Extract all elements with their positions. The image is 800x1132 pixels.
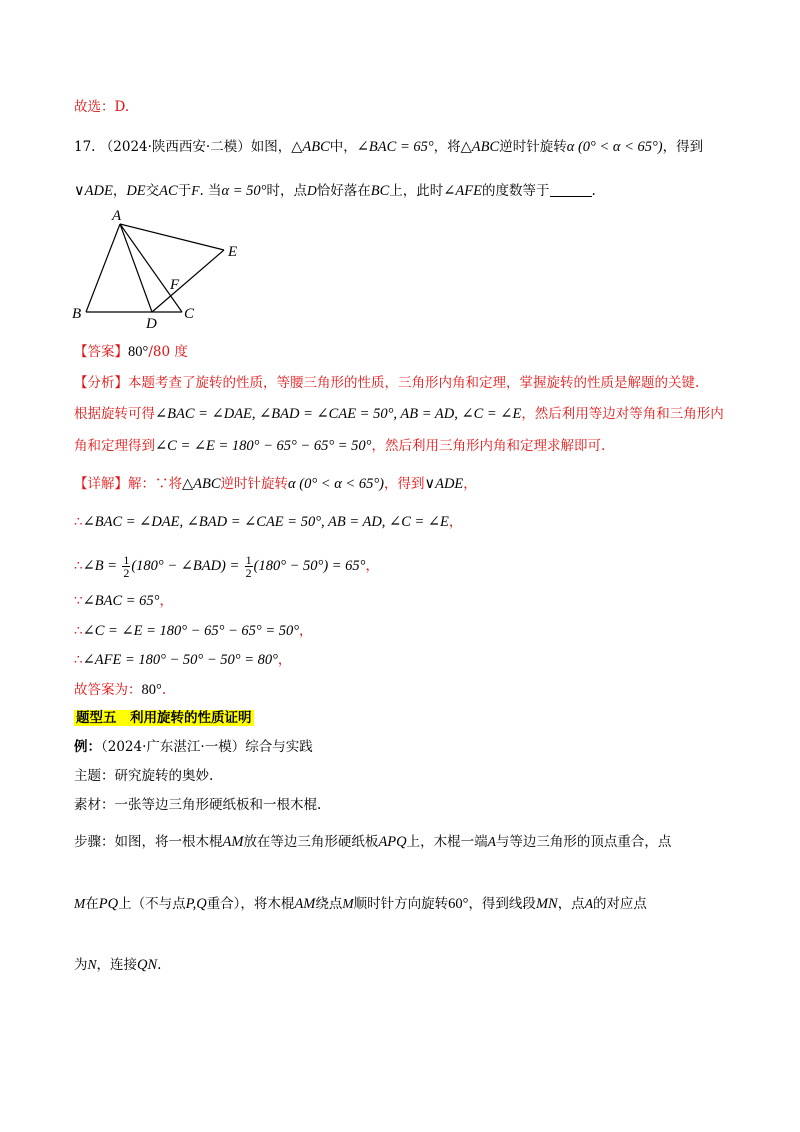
triangle-abc-3: △ABC	[182, 476, 221, 492]
text: 放在等边三角形硬纸板	[243, 834, 379, 850]
text: ，连接	[96, 957, 138, 973]
text: ，	[448, 514, 463, 530]
point-m: M	[74, 896, 86, 911]
text: .	[161, 682, 167, 698]
text: 的对应点	[592, 896, 647, 912]
angle-60: 60°	[448, 896, 469, 912]
text: 恰好落在	[316, 183, 371, 199]
answer-line	[74, 342, 188, 362]
problem-source: （2024·陕西西安·二模）如图，	[99, 139, 292, 155]
text: ，点	[557, 896, 585, 912]
angle-afe: ∠AFE	[443, 183, 482, 199]
example-label: 例：	[74, 739, 101, 755]
detail-final	[74, 680, 166, 700]
fraction-one-half-2	[245, 554, 253, 579]
because-symbol: ∵	[74, 593, 83, 609]
label-d: D	[146, 316, 157, 330]
label-a: A	[112, 208, 122, 224]
denominator: 2	[123, 566, 130, 580]
detail-step-4	[74, 621, 313, 641]
answer-value: 80°	[128, 344, 149, 360]
fraction-one-half	[122, 554, 130, 579]
triangle-abc-2: △ABC	[460, 139, 500, 155]
problem-number: 17.	[74, 139, 96, 155]
example-theme: 主题：研究旋转的奥妙.	[74, 768, 214, 784]
segment-mn: MN	[535, 896, 558, 912]
detail-tag: 【详解】	[74, 476, 128, 492]
answer-tag: 【答案】	[74, 344, 128, 360]
point-a-2: A	[584, 896, 593, 911]
analysis-line-1	[74, 373, 699, 393]
final-value: 80°	[141, 682, 162, 698]
text: 角和定理得到	[74, 438, 155, 454]
text: 与等边三角形的顶点重合，点	[495, 834, 672, 850]
answer-alt: /80 度	[148, 344, 188, 360]
triangle-ade: ∨ADE	[74, 183, 113, 199]
numerator: 1	[245, 553, 252, 567]
formula: ∠B =	[82, 558, 118, 574]
detail-step-5	[74, 650, 291, 670]
section-title: 题型五 利用旋转的性质证明	[76, 710, 252, 726]
point-n: N	[87, 957, 97, 972]
points-p-q: P,Q	[185, 896, 207, 912]
answer-blank	[550, 182, 592, 197]
text: ，	[365, 558, 379, 574]
geometry-figure	[64, 205, 254, 330]
text: 中，	[329, 139, 357, 155]
therefore-symbol: ∴	[74, 558, 83, 574]
text: ，然后利用等边对等角和三角形内	[521, 406, 724, 422]
point-a: A	[487, 834, 496, 849]
therefore-symbol: ∴	[74, 623, 83, 639]
example-material: 素材：一张等边三角形硬纸板和一根木棍.	[74, 797, 322, 813]
text: 上（不与点	[118, 896, 186, 912]
text: ，然后利用三角形内角和定理求解即可.	[371, 438, 606, 454]
text: 重合），将木棍	[206, 896, 295, 912]
text: 交	[145, 183, 160, 199]
text: ，	[463, 476, 477, 492]
text: ，得到	[662, 139, 704, 155]
formula: ∠BAC = 65°	[82, 593, 160, 609]
text: 为	[74, 957, 88, 973]
alpha-50: α = 50°	[221, 183, 267, 199]
formula: ∠BAC = ∠DAE, ∠BAD = ∠CAE = 50°, AB = AD, ∠C = ∠E	[82, 514, 449, 530]
therefore-symbol: ∴	[74, 652, 83, 668]
text: 于	[177, 183, 192, 199]
segment-de	[152, 250, 224, 312]
previous-answer: 故选：D.	[74, 99, 130, 115]
label-b: B	[72, 306, 82, 322]
segment-am-2: AM	[294, 896, 316, 912]
detail-step-2	[74, 550, 379, 582]
segment-ad	[120, 224, 152, 312]
formula: ∠C = ∠E = 180° − 65° − 65° = 50°	[82, 623, 300, 639]
analysis-formula-1: ∠BAC = ∠DAE, ∠BAD = ∠CAE = 50°, AB = AD, ∠C = ∠E	[155, 406, 522, 422]
point-f: F	[191, 183, 200, 198]
denominator: 2	[245, 566, 252, 580]
analysis-line-2	[74, 404, 724, 424]
detail-line-1	[74, 474, 477, 494]
text: 时，点	[266, 183, 307, 199]
point-m-2: M	[342, 896, 354, 911]
text: 上，木棍一端	[406, 834, 488, 850]
text: 的度数等于	[482, 183, 550, 199]
detail-step-1	[74, 512, 462, 532]
segment-ab	[86, 224, 120, 312]
example-step-line-1	[74, 832, 671, 852]
triangle-ade-2: ∨ADE	[424, 476, 464, 492]
formula: (180° − ∠BAD) =	[131, 558, 240, 574]
segment-ac: AC	[159, 183, 178, 199]
alpha-range-2: α (0° < α < 65°)	[288, 476, 384, 492]
text: 绕点	[315, 896, 343, 912]
segment-am: AM	[222, 834, 244, 850]
label-c: C	[184, 306, 195, 322]
therefore-symbol: ∴	[74, 514, 83, 530]
text: 在	[85, 896, 99, 912]
text: ，	[159, 593, 173, 609]
formula: ∠AFE = 180° − 50° − 50° = 80°	[82, 652, 278, 668]
text: .	[591, 183, 596, 199]
analysis-text: 本题考查了旋转的性质，等腰三角形的性质，三角形内角和定理，掌握旋转的性质是解题的关键.	[128, 375, 700, 391]
problem-line-1	[74, 137, 703, 157]
alpha-range: α (0° < α < 65°)	[566, 139, 663, 155]
example-step-line-2	[74, 894, 647, 914]
text: ，	[277, 652, 292, 668]
text: 顺时针方向旋转	[353, 896, 449, 912]
analysis-line-3	[74, 436, 605, 456]
text: 步骤：如图，将一根木棍	[74, 834, 223, 850]
label-e: E	[228, 244, 238, 260]
text: . 当	[199, 183, 222, 199]
triangle-abc: △ABC	[291, 139, 330, 155]
analysis-formula-2: ∠C = ∠E = 180° − 65° − 65° = 50°	[155, 438, 372, 454]
text: 根据旋转可得	[74, 406, 155, 422]
example-source: （2024·广东湛江·一模）综合与实践	[101, 739, 313, 755]
text: ，得到	[383, 476, 425, 492]
analysis-tag: 【分析】	[74, 375, 128, 391]
text: 上，此时	[389, 183, 444, 199]
text: ，得到线段	[468, 896, 536, 912]
detail-step-3	[74, 591, 173, 611]
segment-de: DE	[126, 183, 146, 199]
section-heading	[74, 708, 254, 728]
point-d: D	[306, 183, 317, 198]
problem-line-2: ∨ADE，DE交AC于F. 当α = 50°时，点D恰好落在BC上，此时∠AFE的度数等于 .	[74, 183, 596, 199]
text: ，将	[433, 139, 461, 155]
segment-pq: PQ	[98, 896, 119, 912]
text: .	[157, 957, 162, 973]
text: 逆时针旋转	[220, 476, 289, 492]
text: ，	[299, 623, 313, 639]
label-f: F	[170, 277, 180, 293]
segment-qn: QN	[137, 957, 158, 973]
text: 解：∵将	[128, 476, 182, 492]
numerator: 1	[123, 553, 130, 567]
text: 逆时针旋转	[499, 139, 567, 155]
formula: (180° − 50°) = 65°	[253, 558, 366, 574]
example-source-line	[74, 737, 313, 757]
text: 故答案为：	[74, 682, 142, 698]
example-step-line-3	[74, 955, 161, 975]
triangle-apq: APQ	[378, 834, 407, 850]
segment-bc: BC	[370, 183, 390, 199]
angle-bac: ∠BAC = 65°	[356, 139, 434, 155]
